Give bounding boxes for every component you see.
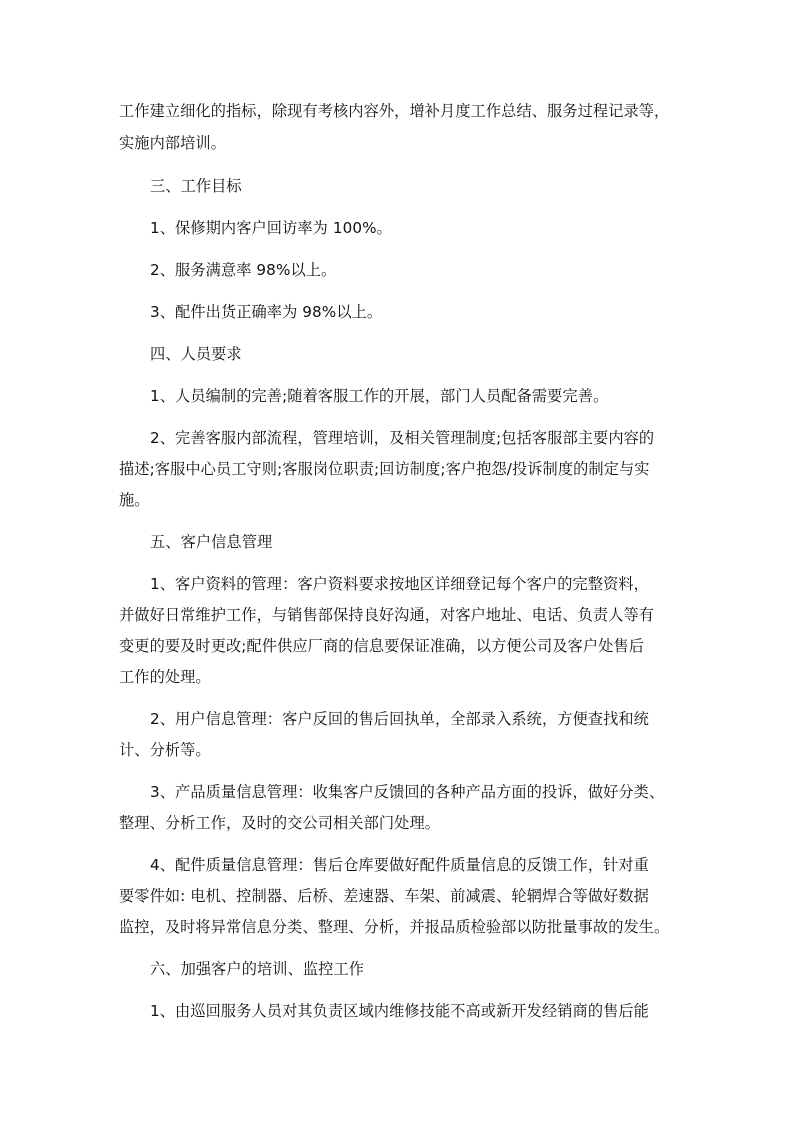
- customer-info-item-2-line: 2、用户信息管理：客户反回的售后回执单，全部录入系统，方便查找和统: [150, 710, 649, 728]
- customer-info-item-1-line: 1、客户资料的管理：客户资料要求按地区详细登记每个客户的完整资料，: [150, 575, 649, 593]
- customer-info-item-1-line: 并做好日常维护工作，与销售部保持良好沟通，对客户地址、电话、负责人等有: [119, 606, 655, 624]
- staff-item-2-line: 施。: [119, 491, 150, 509]
- training-item-1-line: 1、由巡回服务人员对其负责区域内维修技能不高或新开发经销商的售后能: [150, 1002, 649, 1020]
- customer-info-item-2-line: 计、分析等。: [119, 741, 211, 759]
- goal-item-3: 3、配件出货正确率为 98%以上。: [150, 303, 383, 321]
- staff-item-1: 1、人员编制的完善;随着客服工作的开展，部门人员配备需要完善。: [150, 387, 609, 405]
- goal-item-2: 2、服务满意率 98%以上。: [150, 261, 337, 279]
- customer-info-item-4-line: 监控，及时将异常信息分类、整理、分析，并报品质检验部以防批量事故的发生。: [119, 918, 670, 936]
- section-heading-goals: 三、工作目标: [150, 177, 242, 195]
- paragraph-line: 工作建立细化的指标，除现有考核内容外，增补月度工作总结、服务过程记录等，: [119, 102, 670, 120]
- customer-info-item-3-line: 3、产品质量信息管理：收集客户反馈回的各种产品方面的投诉，做好分类、: [150, 783, 665, 801]
- customer-info-item-4-line: 要零件如: 电机、控制器、后桥、差速器、车架、前减震、轮辋焊合等做好数据: [119, 887, 649, 905]
- customer-info-item-3-line: 整理、分析工作，及时的交公司相关部门处理。: [119, 814, 441, 832]
- customer-info-item-1-line: 工作的处理。: [119, 668, 211, 686]
- goal-item-1: 1、保修期内客户回访率为 100%。: [150, 219, 392, 237]
- customer-info-item-1-line: 变更的要及时更改;配件供应厂商的信息要保证准确，以方便公司及客户处售后: [119, 637, 644, 655]
- staff-item-2-line: 2、完善客服内部流程，管理培训，及相关管理制度;包括客服部主要内容的: [150, 429, 655, 447]
- section-heading-staff: 四、人员要求: [150, 345, 242, 363]
- section-heading-training: 六、加强客户的培训、监控工作: [150, 960, 365, 978]
- staff-item-2-line: 描述;客服中心员工守则;客服岗位职责;回访制度;客户抱怨/投诉制度的制定与实: [119, 460, 650, 478]
- customer-info-item-4-line: 4、配件质量信息管理：售后仓库要做好配件质量信息的反馈工作，针对重: [150, 856, 649, 874]
- section-heading-customer-info: 五、客户信息管理: [150, 533, 273, 551]
- paragraph-line: 实施内部培训。: [119, 134, 227, 152]
